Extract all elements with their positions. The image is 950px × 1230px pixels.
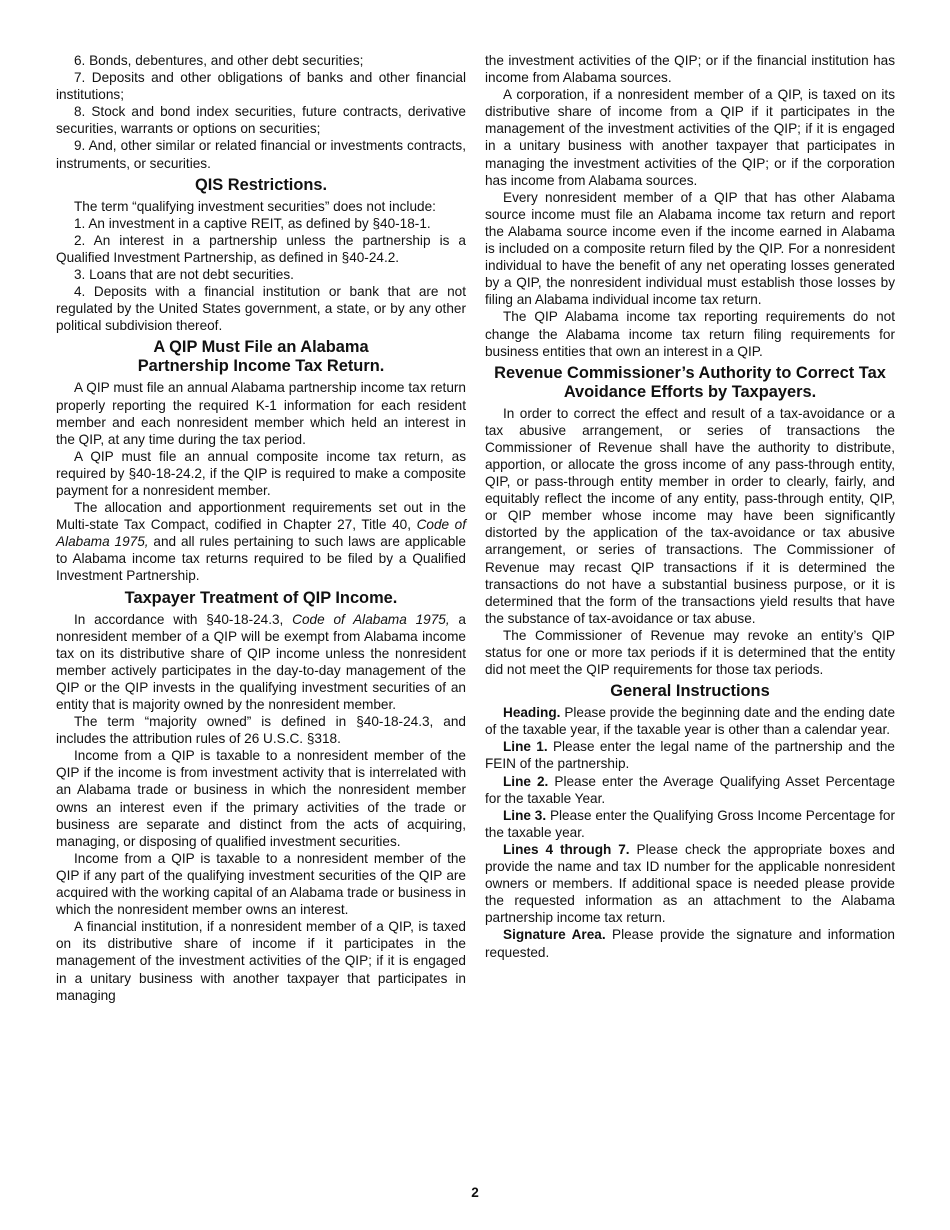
text-run: In accordance with §40-18-24.3, — [74, 611, 293, 627]
paragraph: A QIP must file an annual Alabama partnership income tax return properly reporting the required K-1 information for each resident member and each nonresident member which held an interest in the QIP, at any time during the tax period. — [56, 380, 466, 447]
paragraph: A QIP must file an annual composite income tax return, as required by §40-18-24.2, if the QIP is required to make a composite payment for a nonresident member. — [56, 448, 466, 498]
right-column — [485, 52, 895, 961]
instruction-text: Please enter the Average Qualifying Asset Percentage for the taxable Year. — [485, 773, 896, 806]
instruction-text: Please enter the Qualifying Gross Income Percentage for the taxable year. — [485, 807, 895, 840]
paragraph: The Commissioner of Revenue may revoke an entity’s QIP status for one or more tax periods if it is determined that the entity did not meet the QIP requirements for those tax periods. — [485, 627, 895, 678]
instruction-text: Please check the appropriate boxes and provide the name and tax ID number for the applicable nonresident owners or members. If additional space is needed please provide the requested information as an attachment to the Alabama partnership income tax return. — [485, 841, 895, 926]
instruction-text: Please provide the beginning date and the ending date of the taxable year, if the taxable year is other than a calendar year. — [485, 705, 895, 738]
list-item: 9. And, other similar or related financial or investments contracts, instruments, or securities. — [56, 138, 466, 171]
authority-heading — [485, 364, 895, 402]
instruction-item — [485, 738, 895, 772]
instruction-item — [485, 807, 895, 841]
qis-intro: The term “qualifying investment securities” does not include: — [74, 198, 436, 214]
instruction-text: Please provide the signature and information requested. — [485, 927, 895, 960]
instruction-text: Please enter the legal name of the partnership and the FEIN of the partnership. — [485, 739, 895, 772]
paragraph: A corporation, if a nonresident member of a QIP, is taxed on its distributive share of income from a QIP if it participates in the management of the investment activities of the QIP; if it is engaged in a unitary business with another taxpayer that participates in managing the investment activities of the QIP; or if the corporation has income from Alabama sources. — [485, 87, 895, 188]
must-file-heading — [56, 338, 466, 376]
paragraph: The term “majority owned” is defined in §40-18-24.3, and includes the attribution rules of 26 U.S.C. §318. — [56, 714, 466, 747]
heading-line: Revenue Commissioner’s Authority to Correct Tax — [494, 363, 886, 382]
instruction-item — [485, 704, 895, 738]
instruction-item — [485, 926, 895, 960]
qis-restrictions-heading: QIS Restrictions. — [194, 175, 328, 194]
code-citation: Code of Alabama 1975, — [56, 517, 466, 550]
instruction-lead: Heading. — [503, 705, 561, 721]
heading-line: A QIP Must File an Alabama — [153, 338, 369, 357]
heading-line: Avoidance Efforts by Taxpayers. — [563, 382, 817, 401]
list-item: 1. An investment in a captive REIT, as defined by §40-18-1. — [74, 215, 431, 231]
paragraph: A financial institution, if a nonresident member of a QIP, is taxed on its distributive share of income if it participates in the management of the investment activities of the QIP; if it is engaged in a unitary business with another taxpayer that participates in managing — [56, 919, 466, 1003]
text-run: a nonresident member of a QIP will be exempt from Alabama income tax on its distributive share of QIP income unless the nonresident member actively participates in the day-to-day management of the QIP or the QIP invests in the qualifying investment securities of an entity that is majority owned by the nonresident member. — [56, 611, 466, 712]
instruction-lead: Signature Area. — [503, 927, 606, 943]
paragraph — [56, 611, 466, 714]
paragraph: The QIP Alabama income tax reporting requirements do not change the Alabama income tax return filing requirements for business entities that own an interest in a QIP. — [485, 309, 895, 359]
paragraph: In order to correct the effect and result of a tax-avoidance or a tax abusive arrangement, or series of transactions the Commissioner of Revenue shall have the authority to distribute, apportion, or allocate the gross income of any pass-through entity, QIP, or pass-through entity member in order to clearly, fairly, and equitably reflect the income of any entity, pass-through entity, QIP, or QIP member whose income may have been significantly distorted by the application of the tax-avoidance or tax abusive arrangement, or series of transactions. The Commissioner of Revenue may recast QIP transactions if it is determined the transactions do not have a substantial business purpose, or it is determined that the form of the transactions yield results that have the substance of tax-avoidance or tax abuse. — [485, 405, 895, 626]
instruction-lead: Line 1. — [503, 739, 548, 755]
list-item: 2. An interest in a partnership unless the partnership is a Qualified Investment Partnership, as defined in §40-24.2. — [56, 232, 466, 265]
paragraph: Every nonresident member of a QIP that has other Alabama source income must file an Alabama income tax return and report the Alabama source income even if the income earned in Alabama is included on a composite return filed by the QIP. For a nonresident individual to have the benefit of any net operating losses generated by a QIP, the nonresident individual must establish those losses by filing an Alabama individual income tax return. — [485, 189, 895, 308]
general-instructions-heading: General Instructions — [610, 682, 770, 701]
heading-line: Partnership Income Tax Return. — [137, 357, 385, 376]
continued-paragraph: the investment activities of the QIP; or if the financial institution has income from Alabama sources. — [485, 53, 895, 86]
taxpayer-treatment-heading: Taxpayer Treatment of QIP Income. — [124, 588, 398, 607]
text-run: and all rules pertaining to such laws are applicable to Alabama income tax returns required to be filed by a Qualified Investment Partnership. — [56, 534, 466, 584]
list-item: 8. Stock and bond index securities, future contracts, derivative securities, warrants or options on securities; — [56, 104, 466, 137]
paragraph: Income from a QIP is taxable to a nonresident member of the QIP if any part of the qualifying investment securities of the QIP are acquired with the working capital of an Alabama trade or business in which the nonresident member owns an interest. — [56, 850, 466, 918]
instruction-lead: Line 2. — [503, 773, 549, 789]
code-citation: Code of Alabama 1975, — [292, 611, 450, 627]
list-item: 4. Deposits with a financial institution or bank that are not regulated by the United States government, a state, or by any other political subdivision thereof. — [56, 284, 466, 334]
paragraph — [56, 499, 466, 584]
instruction-lead: Line 3. — [503, 807, 547, 823]
instruction-item — [485, 841, 895, 926]
list-item: 3. Loans that are not debt securities. — [74, 267, 294, 283]
instruction-item — [485, 773, 895, 807]
page-number: 2 — [471, 1185, 479, 1200]
instruction-lead: Lines 4 through 7. — [503, 841, 630, 857]
paragraph: Income from a QIP is taxable to a nonresident member of the QIP if the income is from investment activity that is interrelated with an Alabama trade or business in which the nonresident member owns an interest even if the primary activities of the trade or business are separate and distinct from the acts of acquiring, managing, or disposing of qualified investment securities. — [56, 748, 466, 849]
list-item: 7. Deposits and other obligations of banks and other financial institutions; — [56, 70, 466, 103]
text-run: The allocation and apportionment requirements set out in the Multi-state Tax Compact, codified in Chapter 27, Title 40, — [56, 500, 466, 533]
list-item: 6. Bonds, debentures, and other debt securities; — [74, 53, 364, 68]
left-column — [56, 52, 466, 1004]
